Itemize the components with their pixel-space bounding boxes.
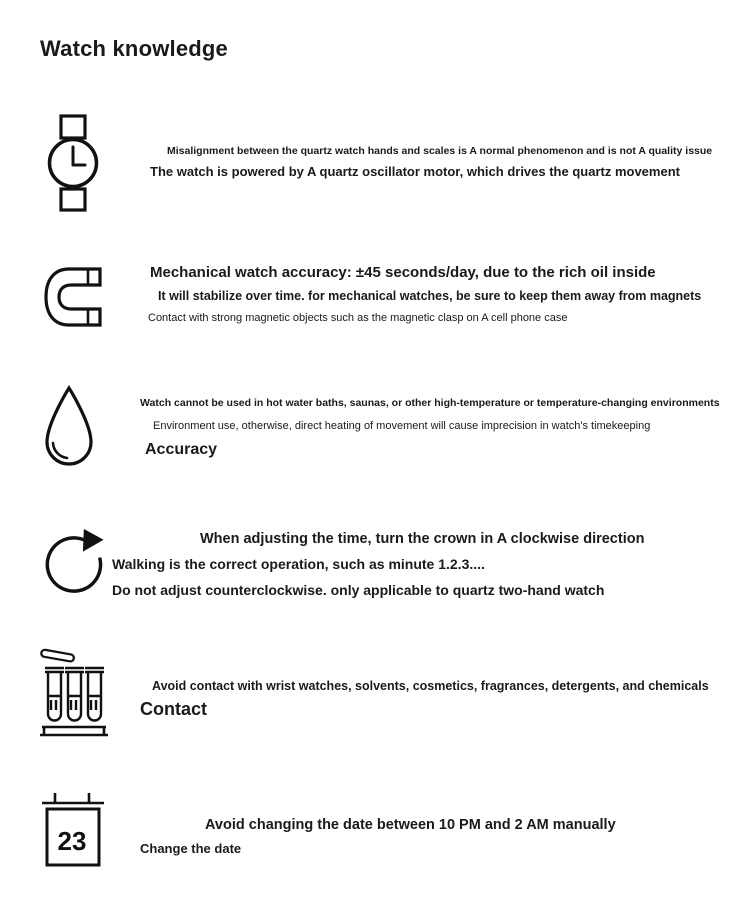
- text-line: Do not adjust counterclockwise. only applicable to quartz two-hand watch: [112, 582, 605, 599]
- section-subtitle: Change the date: [140, 841, 242, 857]
- text-line: Environment use, otherwise, direct heating of movement will cause imprecision in watch's timekeeping: [153, 419, 651, 432]
- section-text: [110, 531, 644, 599]
- section-temperature-accuracy: [0, 383, 750, 475]
- section-quartz-movement: [0, 113, 750, 213]
- water-drop-icon: [40, 383, 98, 471]
- section-text: [110, 679, 709, 721]
- text-line: Misalignment between the quartz watch hands and scales is A normal phenomenon and is not A quality issue: [167, 145, 713, 157]
- section-chemical-contact: [0, 645, 750, 745]
- section-subtitle: Contact: [140, 699, 207, 719]
- page-title: Watch knowledge: [40, 36, 228, 61]
- clockwise-arrow-icon: [42, 525, 106, 599]
- text-line: It will stabilize over time. for mechanical watches, be sure to keep them away from magnets: [158, 289, 702, 303]
- section-text: [110, 397, 720, 459]
- section-text: [110, 264, 701, 325]
- calendar-day-number: 23: [57, 826, 87, 856]
- text-line: Mechanical watch accuracy: ±45 seconds/day, due to the rich oil inside: [150, 264, 656, 281]
- text-line: When adjusting the time, turn the crown in A clockwise direction: [200, 531, 645, 547]
- text-line: Watch cannot be used in hot water baths, saunas, or other high-temperature or temperature-changing environments: [140, 397, 720, 409]
- text-line: Avoid changing the date between 10 PM and 2 AM manually: [205, 817, 616, 833]
- magnet-icon: [42, 264, 102, 330]
- section-text: [110, 817, 616, 857]
- wristwatch-icon: [44, 113, 102, 213]
- text-line: The watch is powered by A quartz oscillator motor, which drives the quartz movement: [150, 163, 680, 179]
- test-tubes-icon: [38, 645, 110, 743]
- calendar-icon: [40, 790, 106, 873]
- text-line: Avoid contact with wrist watches, solvents, cosmetics, fragrances, detergents, and chemicals: [152, 679, 709, 693]
- text-line: Contact with strong magnetic objects such as the magnetic clasp on A cell phone case: [148, 312, 568, 324]
- section-adjust-time: [0, 523, 750, 603]
- text-line: Walking is the correct operation, such as minute 1.2.3....: [112, 556, 485, 573]
- section-subtitle: Accuracy: [145, 440, 218, 458]
- section-text: [110, 145, 712, 179]
- section-magnet-warning: [0, 260, 750, 340]
- section-change-date: [0, 790, 750, 875]
